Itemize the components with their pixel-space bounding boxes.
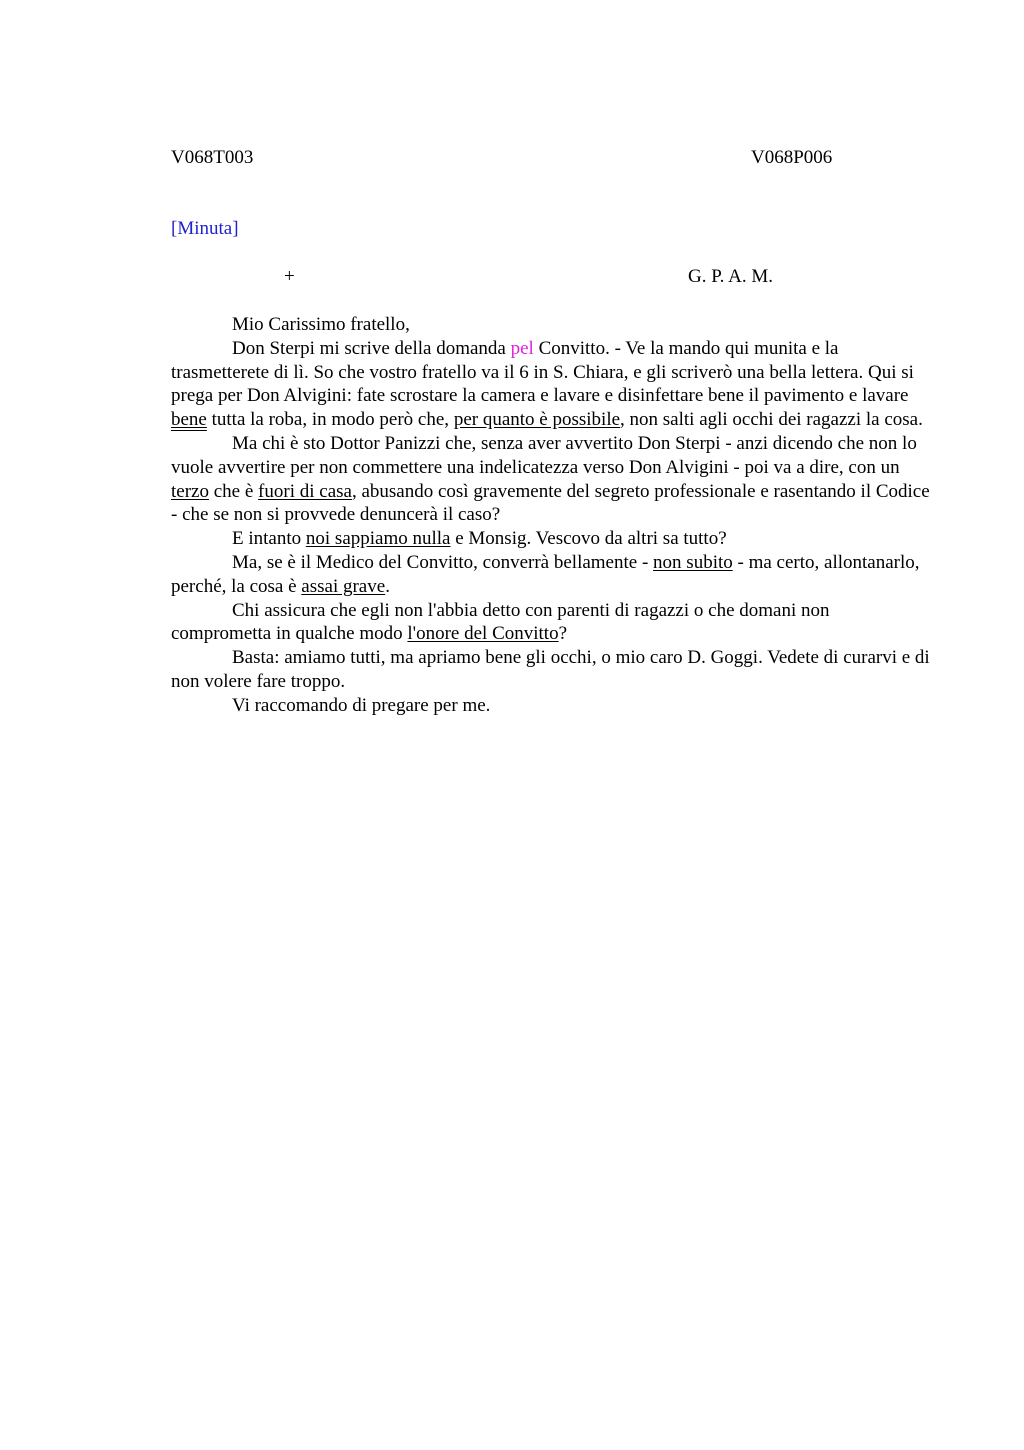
text-run: - ma certo, allontanarlo, perché, la cosa è bbox=[171, 551, 920, 597]
paragraph-1 bbox=[171, 337, 931, 432]
highlighted-word: pel bbox=[510, 337, 534, 359]
text-run: Vi raccomando di pregare per me. bbox=[232, 694, 491, 716]
underlined-text: terzo bbox=[171, 480, 209, 502]
underlined-text: per quanto è possibile bbox=[453, 409, 621, 431]
text-run: , non salti agli occhi dei ragazzi la cosa. bbox=[620, 409, 923, 431]
paragraph-4 bbox=[171, 551, 931, 599]
paragraph-5 bbox=[171, 599, 931, 647]
document-code-right: V068P006 bbox=[751, 147, 833, 168]
text-run: che è bbox=[208, 480, 259, 502]
text-run: tutta la roba, in modo però che, bbox=[206, 409, 454, 431]
text-run: e Monsig. Vescovo da altri sa tutto? bbox=[450, 528, 727, 550]
text-run: , abusando così gravemente del segreto professionale e rasentando il Codice - che se non si provvede denuncerà il caso? bbox=[171, 480, 930, 526]
salutation-text: Mio Carissimo fratello, bbox=[232, 314, 410, 335]
cross-symbol: + bbox=[284, 266, 295, 287]
text-run: Basta: amiamo tutti, ma apriamo bene gli occhi, o mio caro D. Goggi. Vedete di curarvi e di non volere fare troppo. bbox=[171, 647, 930, 692]
text-run: . bbox=[385, 575, 390, 597]
motto: G. P. A. M. bbox=[688, 266, 773, 287]
minuta-label: [Minuta] bbox=[171, 218, 239, 239]
document-code-left: V068T003 bbox=[171, 147, 254, 168]
text-run: Convitto. - Ve la mando qui munita e la trasmetterete di lì. So che vostro fratello va il 6 in S. Chiara, e gli scriverò una bella lettera. Qui si prega per Don Alvigini: fate scrostare la camera e lavare e disinfettare bene il pavimento e lavare bbox=[171, 337, 914, 407]
paragraph-6 bbox=[171, 646, 931, 694]
text-run: E intanto bbox=[232, 528, 306, 550]
paragraph-3 bbox=[171, 527, 931, 551]
paragraph-2 bbox=[171, 432, 931, 527]
text-run: Ma chi è sto Dottor Panizzi che, senza aver avvertito Don Sterpi - anzi dicendo che non lo vuole avvertire per non commettere una indelicatezza verso Don Alvigini - poi va a dire, con un bbox=[171, 432, 917, 478]
paragraph-7 bbox=[171, 694, 931, 718]
underlined-text: noi sappiamo nulla bbox=[305, 528, 451, 550]
text-run: Chi assicura che egli non l'abbia detto con parenti di ragazzi o che domani non comprometta in qualche modo bbox=[171, 599, 830, 645]
salutation bbox=[171, 313, 931, 337]
underlined-text: non subito bbox=[653, 551, 733, 573]
double-underlined-text: bene bbox=[171, 409, 207, 431]
letter-body bbox=[171, 313, 931, 718]
text-run: ? bbox=[558, 623, 568, 645]
underlined-text: assai grave bbox=[301, 575, 386, 597]
text-run: Ma, se è il Medico del Convitto, converrà bellamente - bbox=[232, 551, 654, 573]
text-run: Don Sterpi mi scrive della domanda bbox=[232, 337, 511, 359]
underlined-text: fuori di casa bbox=[258, 480, 352, 502]
underlined-text: l'onore del Convitto bbox=[407, 623, 559, 645]
